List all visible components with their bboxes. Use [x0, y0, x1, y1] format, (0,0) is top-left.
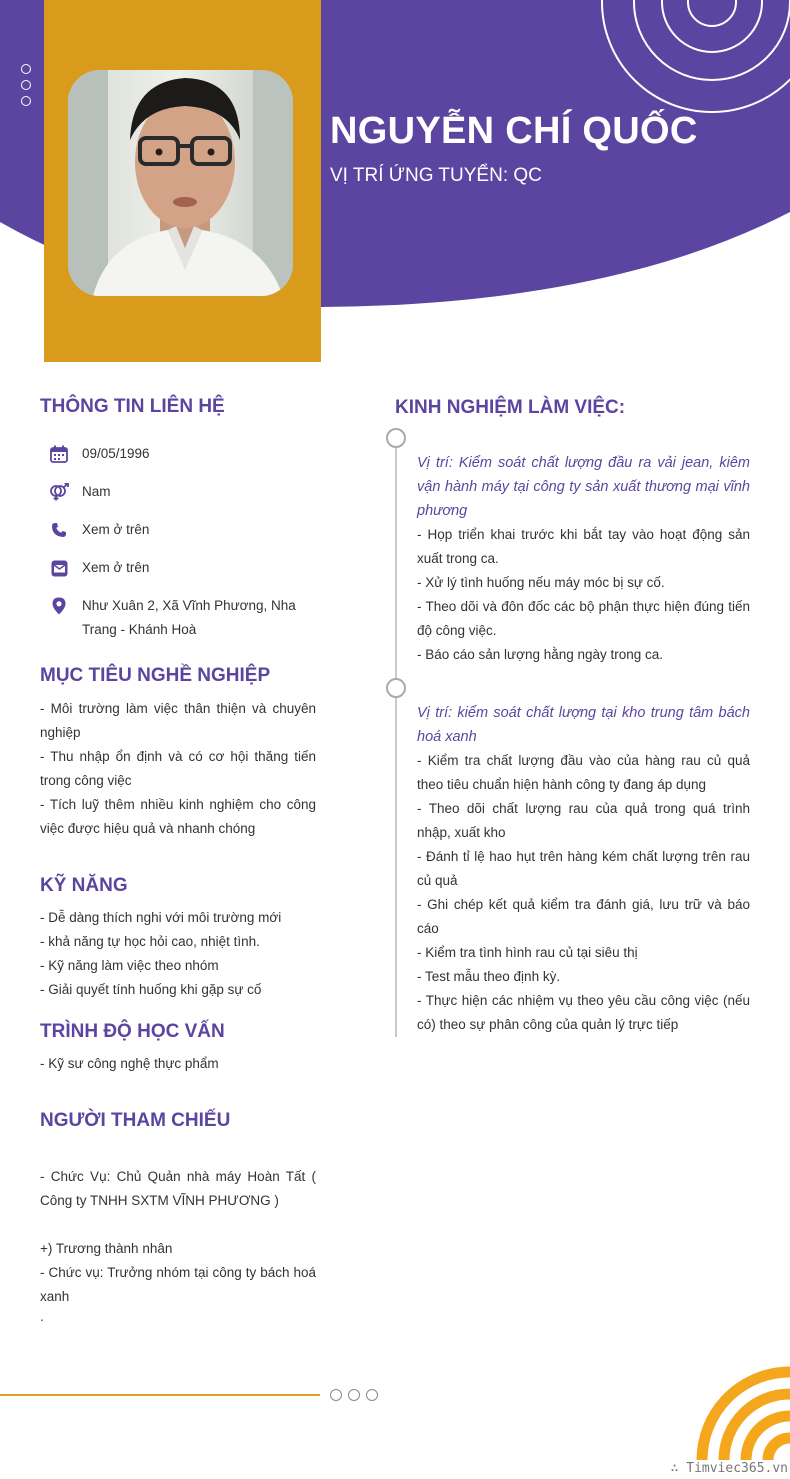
contact-birthday: 09/05/1996	[82, 446, 150, 461]
gender-icon	[48, 480, 70, 504]
skills-title: KỸ NĂNG	[40, 875, 128, 896]
job-duty: - Đánh tỉ lệ hao hụt trên hàng kém chất lượng trên rau củ quả	[417, 849, 750, 888]
skill-line: - Dễ dàng thích nghi với môi trường mới	[40, 910, 282, 925]
references-content	[40, 1165, 316, 1325]
job-duty: - Kiểm tra tình hình rau củ tại siêu thị	[417, 945, 638, 960]
skill-line: - Kỹ năng làm việc theo nhóm	[40, 958, 219, 973]
timeline-line	[395, 437, 397, 1037]
contact-title: THÔNG TIN LIÊN HỆ	[40, 396, 225, 417]
skill-line: - Giải quyết tính huống khi gặp sự cố	[40, 982, 262, 997]
job-duty: - Test mẫu theo định kỳ.	[417, 969, 561, 984]
job-duty: - Ghi chép kết quả kiểm tra đánh giá, lưu trữ và báo cáo	[417, 897, 750, 936]
skill-line: - khả năng tự học hỏi cao, nhiệt tình.	[40, 934, 260, 949]
contact-email: Xem ở trên	[82, 560, 150, 575]
objective-line: - Thu nhập ổn định và có cơ hội thăng tiến trong công việc	[40, 749, 316, 788]
contact-item-address	[48, 594, 320, 642]
profile-photo	[68, 70, 293, 296]
reference-line: - Chức Vụ: Chủ Quản nhà máy Hoàn Tất ( Công ty TNHH SXTM VĨNH PHƯƠNG )	[40, 1169, 316, 1208]
job-duty: - Xử lý tình huống nếu máy móc bị sự cố.	[417, 575, 665, 590]
objective-line: - Tích luỹ thêm nhiều kinh nghiệm cho công việc được hiệu quả và nhanh chóng	[40, 797, 316, 836]
applied-position: VỊ TRÍ ỨNG TUYỂN: QC	[330, 165, 542, 186]
job-title: Vị trí: kiểm soát chất lượng tại kho trung tâm bách hoá xanh	[417, 705, 750, 745]
education-content	[40, 1052, 320, 1076]
experience-title: KINH NGHIỆM LÀM VIỆC:	[395, 397, 626, 418]
contact-gender: Nam	[82, 484, 111, 499]
job-duty: - Theo dõi và đôn đốc các bộ phận thực hiện đúng tiến độ công việc.	[417, 599, 750, 638]
contact-item-email	[48, 556, 320, 580]
timeline-marker	[386, 678, 406, 698]
education-title: TRÌNH ĐỘ HỌC VẤN	[40, 1021, 225, 1042]
job-entry	[417, 451, 750, 667]
candidate-name: NGUYỄN CHÍ QUỐC	[330, 110, 698, 152]
contact-address: Như Xuân 2, Xã Vĩnh Phương, Nha Trang - Khánh Hoà	[82, 598, 296, 637]
corner-arcs-decoration	[690, 1360, 790, 1460]
references-title: NGƯỜI THAM CHIẾU	[40, 1110, 231, 1131]
job-duty: - Thực hiện các nhiệm vụ theo yêu cầu công việc (nếu có) theo sự phân công của quản lý trực tiếp	[417, 993, 750, 1032]
skills-content	[40, 906, 320, 1002]
job-title: Vị trí: Kiểm soát chất lượng đầu ra vải jean, kiêm vận hành máy tại công ty sản xuất thương mại vĩnh phương	[417, 455, 750, 519]
contact-item-birthday	[48, 442, 320, 466]
education-line: - Kỹ sư công nghệ thực phẩm	[40, 1056, 219, 1071]
contact-phone: Xem ở trên	[82, 522, 150, 537]
contact-item-phone	[48, 518, 320, 542]
phone-icon	[48, 518, 70, 542]
watermark-label: Timviec365.vn	[686, 1461, 788, 1476]
job-duty: - Theo dõi chất lượng rau của quả trong quá trình nhập, xuất kho	[417, 801, 750, 840]
reference-line: +) Trương thành nhân	[40, 1241, 173, 1256]
decorative-dots	[21, 64, 33, 112]
contact-item-gender	[48, 480, 320, 504]
contact-list	[48, 442, 320, 642]
calendar-icon	[48, 442, 70, 466]
job-entry	[417, 701, 750, 1037]
job-duty: - Báo cáo sản lượng hằng ngày trong ca.	[417, 647, 664, 662]
timeline-marker	[386, 428, 406, 448]
job-duty: - Kiểm tra chất lượng đầu vào của hàng rau củ quả theo tiêu chuẩn hiện hành công ty đang áp dụng	[417, 753, 750, 792]
objective-line: - Môi trường làm việc thân thiện và chuyên nghiệp	[40, 701, 316, 740]
footer-divider	[0, 1394, 320, 1396]
objective-content	[40, 697, 316, 841]
watermark-text: ∴ Timviec365.vn	[670, 1461, 788, 1476]
email-icon	[48, 556, 70, 580]
location-icon	[48, 594, 70, 618]
reference-line: - Chức vụ: Trưởng nhóm tại công ty bách hoá xanh	[40, 1265, 316, 1304]
decorative-dots-bottom	[330, 1389, 378, 1401]
job-duty: - Họp triển khai trước khi bắt tay vào hoạt động sản xuất trong ca.	[417, 527, 750, 566]
reference-line: .	[40, 1309, 44, 1324]
objective-title: MỤC TIÊU NGHỀ NGHIỆP	[40, 665, 271, 686]
